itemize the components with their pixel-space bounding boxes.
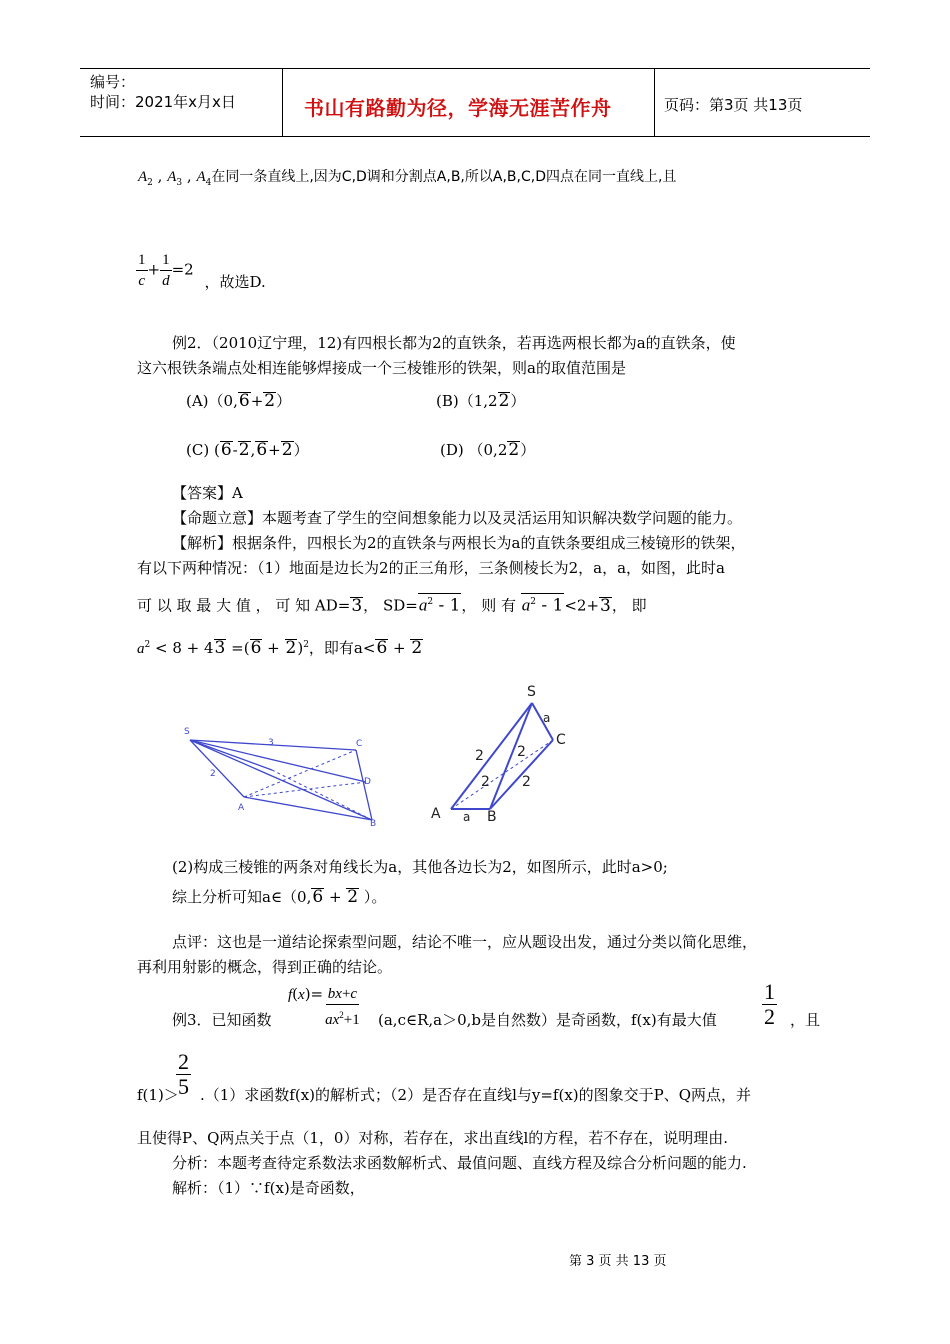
example-3-line-2: .（1）求函数f(x)的解析式；（2）是否存在直线l与y=f(x)的图象交于P、Q两点，并: [200, 1086, 752, 1104]
equation-1: $\frac{1}{c}$ + $\frac{1}{d}$ =2 ，故选D.: [138, 252, 266, 291]
fig-right-label-2c: 2: [481, 774, 490, 790]
example-3-line-3: 且使得P、Q两点关于点（1，0）对称，若存在，求出直线l的方程，若不存在，说明理由.: [137, 1129, 729, 1147]
page-footer: 第 3 页 共 13 页: [569, 1254, 667, 1269]
header-divider-1: [282, 68, 283, 136]
fig-left-label-s: S: [184, 727, 190, 737]
serial-label: 编号：: [90, 73, 136, 91]
fig-right-label-a-top: a: [543, 711, 551, 725]
fig-left-label-a: A: [238, 803, 245, 813]
fig-right-label-a: A: [431, 806, 441, 822]
function-definition: f(x)= $\frac{bx+c}{ax^2+1}$: [288, 985, 360, 1028]
date-text: 时间：2021年x月x日: [90, 93, 236, 111]
case-2: (2)构成三棱锥的两条对角线长为a，其他各边长为2，如图所示，此时a>0;: [172, 858, 668, 876]
example-3-intro: 例3．已知函数: [172, 1011, 272, 1029]
line-1: $A_2$ , $A_3$ , $A_4$在同一条直线上,因为C,D调和分割点A,B,所以A,B,C,D四点在同一直线上,且: [138, 167, 677, 188]
header-bottom-rule: [80, 136, 870, 137]
example-2-line-2: 这六根铁条端点处相连能够焊接成一个三棱锥形的铁架，则a的取值范围是: [137, 359, 626, 377]
analysis-line-3: 可 以 取 最 大 值 ， 可 知 AD=3， $SD=a^2 - 1$， 则 有 $a^2 - 1<2+3$， 即: [137, 593, 647, 616]
example-3-f1: f(1)＞: [137, 1086, 179, 1104]
header-motto: 书山有路勤为径，学海无涯苦作舟: [304, 96, 612, 120]
example-2-line-1: 例2．（2010辽宁理，12)有四根长都为2的直铁条，若再选两根长都为a的直铁条，使: [172, 334, 736, 352]
summary: 综上分析可知a∈（0,6 + 2 ）。: [172, 887, 387, 907]
fig-left-label-c: C: [356, 739, 363, 749]
fig-left-label-2: 2: [210, 769, 216, 779]
option-b: (B)（1,22）: [436, 391, 526, 411]
example-3-condition: (a,c∈R,a＞0,b是自然数）是奇函数，f(x)有最大值: [378, 1011, 717, 1029]
fig-right-label-2b: 2: [517, 744, 526, 760]
answer: 【答案】A: [172, 484, 243, 502]
two-fifths-fraction: $\frac{2}{5}$: [178, 1049, 189, 1099]
option-a: (A)（0,6+2）: [186, 391, 292, 411]
fig-left-label-b: B: [370, 819, 377, 829]
fig-right-label-b: B: [487, 809, 497, 825]
analysis-line-2: 有以下两种情况：（1）地面是边长为2的正三角形，三条侧棱长为2，a，a，如图，此时a: [137, 559, 725, 577]
page-info: 页码：第3页 共13页: [664, 96, 803, 114]
example-3-solution: 解析：（1）∵f(x)是奇函数，: [172, 1179, 365, 1197]
header-divider-2: [654, 68, 655, 136]
analysis-line-1: 【解析】根据条件，四根长为2的直铁条与两根长为a的直铁条要组成三棱镜形的铁架，: [172, 534, 746, 552]
fig-right-label-a-bottom: a: [463, 810, 471, 824]
fig-right-label-2a: 2: [475, 748, 484, 764]
example-3-and: ，且: [790, 1011, 821, 1029]
option-d: (D) （0,22）: [440, 440, 536, 460]
intent: 【命题立意】本题考查了学生的空间想象能力以及灵活运用知识解决数学问题的能力。: [172, 509, 743, 527]
header-top-rule: [80, 68, 870, 69]
half-fraction: $\frac{1}{2}$: [764, 979, 775, 1029]
fig-left-label-3: 3: [268, 738, 274, 748]
fig-left-label-d: D: [364, 777, 371, 787]
figure-left: [176, 720, 386, 834]
analysis-line-4: $a^2 < 8 + 43 =(6 + 2)^2$，即有a<6 + 2: [137, 638, 423, 658]
fig-right-label-2d: 2: [522, 774, 531, 790]
comment-line-2: 再利用射影的概念，得到正确的结论。: [137, 958, 393, 976]
example-3-analysis: 分析：本题考查待定系数法求函数解析式、最值问题、直线方程及综合分析问题的能力.: [172, 1154, 747, 1172]
option-c: (C) (6-2,6+2）: [186, 440, 309, 460]
figure-right: [425, 678, 585, 832]
comment-line-1: 点评：这也是一道结论探索型问题，结论不唯一，应从题设出发，通过分类以简化思维，: [172, 933, 758, 951]
fig-right-label-s: S: [527, 684, 536, 700]
fig-right-label-c: C: [556, 732, 566, 748]
